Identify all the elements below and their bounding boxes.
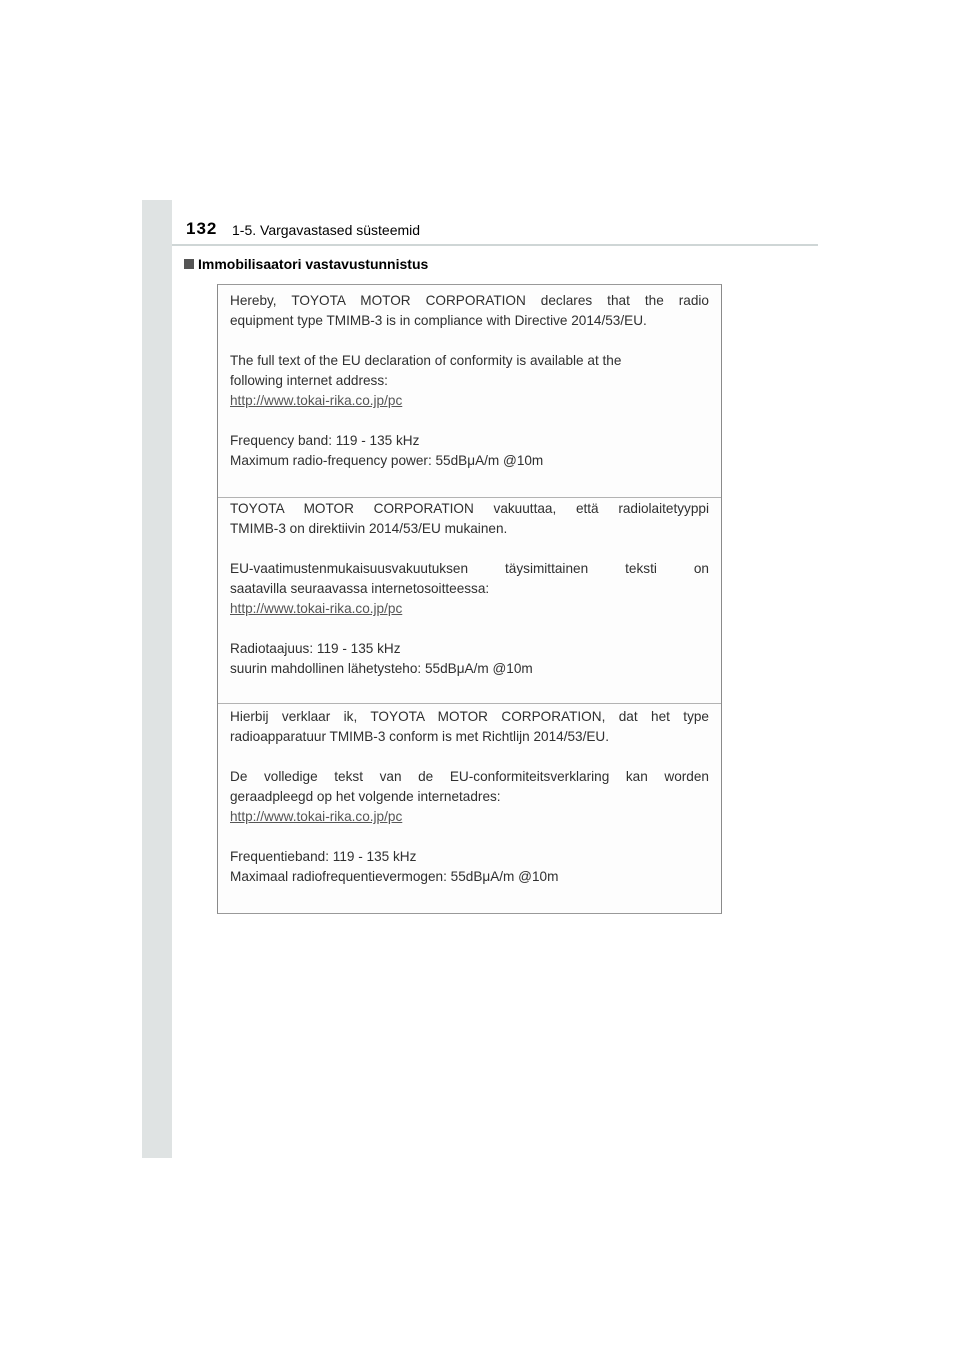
bullet-square-icon — [184, 259, 194, 269]
fulltext-line: The full text of the EU declaration of conformity is available at the — [230, 353, 622, 368]
declaration-line: Hereby, TOYOTA MOTOR CORPORATION declares that the radio — [230, 293, 709, 308]
frequency-line: Frequentieband: 119 - 135 kHz — [230, 849, 417, 864]
fulltext-line: EU-vaatimustenmukaisuusvakuutuksen täysimittainen teksti on — [230, 561, 709, 576]
section-title: 1-5. Vargavastased süsteemid — [232, 222, 421, 238]
declaration-line: radioapparatuur TMIMB-3 conform is met Richtlijn 2014/53/EU. — [230, 729, 610, 744]
subheading-text: Immobilisaatori vastavustunnistus — [198, 256, 429, 272]
declaration-block-english — [218, 291, 721, 471]
declaration-line: TOYOTA MOTOR CORPORATION vakuuttaa, että radiolaitetyyppi — [230, 501, 709, 516]
power-line: Maximaal radiofrequentievermogen: 55dBμA/m @10m — [230, 869, 559, 884]
subheading — [184, 256, 428, 272]
power-line: suurin mahdollinen lähetysteho: 55dBμA/m @10m — [230, 661, 533, 676]
declaration-url: http://www.tokai-rika.co.jp/pc — [230, 601, 403, 616]
declaration-url: http://www.tokai-rika.co.jp/pc — [230, 393, 403, 408]
declaration-block-dutch — [218, 707, 721, 887]
page-number: 132 — [186, 219, 218, 238]
side-tab-bar — [142, 200, 172, 1158]
frequency-line: Radiotaajuus: 119 - 135 kHz — [230, 641, 401, 656]
section-divider — [218, 497, 721, 498]
fulltext-line: saatavilla seuraavassa internetosoitteessa: — [230, 581, 490, 596]
fulltext-line: geraadpleegd op het volgende internetadres: — [230, 789, 501, 804]
declaration-block-finnish — [218, 499, 721, 679]
declaration-line: equipment type TMIMB-3 is in compliance with Directive 2014/53/EU. — [230, 313, 647, 328]
declaration-line: Hierbij verklaar ik, TOYOTA MOTOR CORPORATION, dat het type — [230, 709, 709, 724]
frequency-line: Frequency band: 119 - 135 kHz — [230, 433, 420, 448]
fulltext-line: following internet address: — [230, 373, 388, 388]
declaration-line: TMIMB-3 on direktiivin 2014/53/EU mukainen. — [230, 521, 508, 536]
declaration-url: http://www.tokai-rika.co.jp/pc — [230, 809, 403, 824]
fulltext-line: De volledige tekst van de EU-conformiteitsverklaring kan worden — [230, 769, 709, 784]
declaration-scan — [217, 284, 722, 914]
header-rule — [172, 244, 818, 246]
section-divider — [218, 703, 721, 704]
power-line: Maximum radio-frequency power: 55dBμA/m @10m — [230, 453, 544, 468]
